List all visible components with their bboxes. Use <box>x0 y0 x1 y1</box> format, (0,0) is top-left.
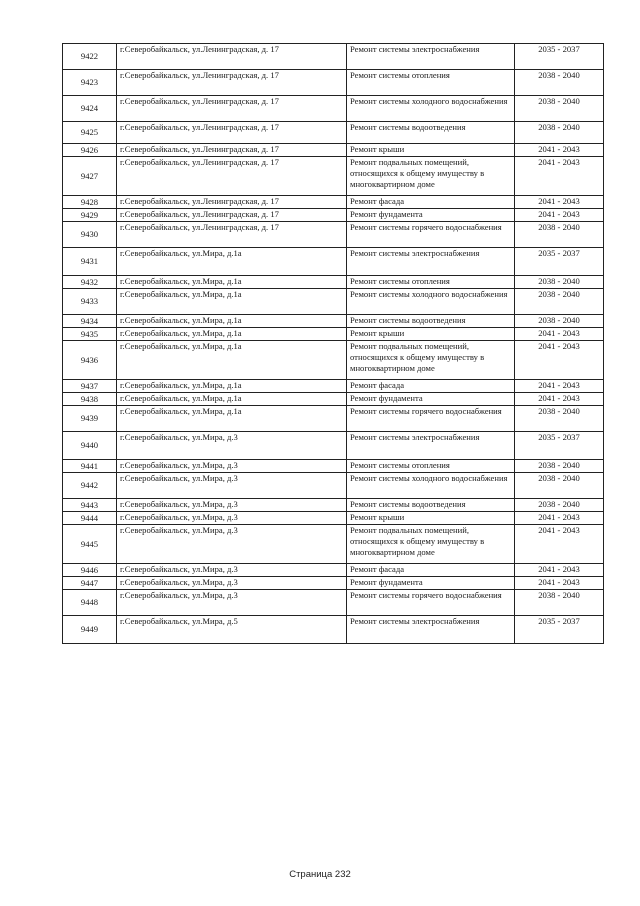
row-period: 2041 - 2043 <box>515 157 604 196</box>
row-number: 9449 <box>63 616 117 644</box>
row-number: 9428 <box>63 196 117 209</box>
table-row <box>63 393 604 406</box>
row-address: г.Северобайкальск, ул.Мира, д.1а <box>117 289 347 315</box>
row-number: 9440 <box>63 432 117 460</box>
row-work-type: Ремонт системы электроснабжения <box>347 44 515 70</box>
table-row <box>63 590 604 616</box>
row-address: г.Северобайкальск, ул.Мира, д.5 <box>117 616 347 644</box>
row-address: г.Северобайкальск, ул.Мира, д.3 <box>117 525 347 564</box>
table-row <box>63 525 604 564</box>
page-number: Страница 232 <box>289 869 351 880</box>
row-address: г.Северобайкальск, ул.Мира, д.3 <box>117 512 347 525</box>
row-number: 9438 <box>63 393 117 406</box>
table-row <box>63 96 604 122</box>
table-row <box>63 460 604 473</box>
row-work-type: Ремонт системы отопления <box>347 276 515 289</box>
row-work-type: Ремонт фундамента <box>347 209 515 222</box>
row-number: 9443 <box>63 499 117 512</box>
table-row <box>63 616 604 644</box>
row-period: 2038 - 2040 <box>515 276 604 289</box>
row-work-type: Ремонт крыши <box>347 512 515 525</box>
row-period: 2035 - 2037 <box>515 248 604 276</box>
table-row <box>63 196 604 209</box>
table-row <box>63 222 604 248</box>
row-work-type: Ремонт подвальных помещений, относящихся к общему имуществу в многоквартирном доме <box>347 341 515 380</box>
row-period: 2041 - 2043 <box>515 380 604 393</box>
row-work-type: Ремонт подвальных помещений, относящихся к общему имуществу в многоквартирном доме <box>347 157 515 196</box>
row-number: 9436 <box>63 341 117 380</box>
row-address: г.Северобайкальск, ул.Ленинградская, д. 17 <box>117 144 347 157</box>
table-row <box>63 577 604 590</box>
row-period: 2041 - 2043 <box>515 393 604 406</box>
row-period: 2041 - 2043 <box>515 209 604 222</box>
row-address: г.Северобайкальск, ул.Мира, д.3 <box>117 499 347 512</box>
row-number: 9432 <box>63 276 117 289</box>
row-period: 2035 - 2037 <box>515 44 604 70</box>
row-work-type: Ремонт системы электроснабжения <box>347 616 515 644</box>
row-number: 9448 <box>63 590 117 616</box>
row-work-type: Ремонт крыши <box>347 328 515 341</box>
row-number: 9424 <box>63 96 117 122</box>
row-period: 2041 - 2043 <box>515 525 604 564</box>
row-number: 9441 <box>63 460 117 473</box>
row-period: 2038 - 2040 <box>515 70 604 96</box>
row-address: г.Северобайкальск, ул.Мира, д.3 <box>117 432 347 460</box>
row-number: 9425 <box>63 122 117 144</box>
row-period: 2038 - 2040 <box>515 499 604 512</box>
row-work-type: Ремонт системы горячего водоснабжения <box>347 222 515 248</box>
row-address: г.Северобайкальск, ул.Мира, д.3 <box>117 473 347 499</box>
table-row <box>63 512 604 525</box>
row-period: 2038 - 2040 <box>515 222 604 248</box>
row-address: г.Северобайкальск, ул.Ленинградская, д. 17 <box>117 44 347 70</box>
row-work-type: Ремонт фасада <box>347 380 515 393</box>
row-work-type: Ремонт системы отопления <box>347 460 515 473</box>
row-address: г.Северобайкальск, ул.Мира, д.3 <box>117 577 347 590</box>
row-period: 2038 - 2040 <box>515 460 604 473</box>
row-number: 9439 <box>63 406 117 432</box>
row-work-type: Ремонт системы холодного водоснабжения <box>347 289 515 315</box>
row-period: 2041 - 2043 <box>515 564 604 577</box>
table-row <box>63 209 604 222</box>
row-period: 2038 - 2040 <box>515 289 604 315</box>
row-work-type: Ремонт системы электроснабжения <box>347 248 515 276</box>
row-work-type: Ремонт фундамента <box>347 393 515 406</box>
row-number: 9446 <box>63 564 117 577</box>
row-number: 9434 <box>63 315 117 328</box>
row-number: 9437 <box>63 380 117 393</box>
row-period: 2035 - 2037 <box>515 616 604 644</box>
row-address: г.Северобайкальск, ул.Мира, д.3 <box>117 564 347 577</box>
row-period: 2038 - 2040 <box>515 315 604 328</box>
row-number: 9447 <box>63 577 117 590</box>
row-number: 9430 <box>63 222 117 248</box>
table-row <box>63 289 604 315</box>
row-period: 2041 - 2043 <box>515 144 604 157</box>
row-period: 2041 - 2043 <box>515 512 604 525</box>
row-address: г.Северобайкальск, ул.Ленинградская, д. 17 <box>117 122 347 144</box>
row-address: г.Северобайкальск, ул.Ленинградская, д. 17 <box>117 96 347 122</box>
row-period: 2038 - 2040 <box>515 122 604 144</box>
row-work-type: Ремонт системы холодного водоснабжения <box>347 473 515 499</box>
row-number: 9442 <box>63 473 117 499</box>
row-work-type: Ремонт системы отопления <box>347 70 515 96</box>
row-work-type: Ремонт крыши <box>347 144 515 157</box>
table-row <box>63 432 604 460</box>
row-work-type: Ремонт фасада <box>347 196 515 209</box>
row-number: 9422 <box>63 44 117 70</box>
row-number: 9431 <box>63 248 117 276</box>
row-address: г.Северобайкальск, ул.Мира, д.3 <box>117 590 347 616</box>
table-row <box>63 328 604 341</box>
row-address: г.Северобайкальск, ул.Мира, д.1а <box>117 315 347 328</box>
row-address: г.Северобайкальск, ул.Мира, д.1а <box>117 248 347 276</box>
row-address: г.Северобайкальск, ул.Ленинградская, д. 17 <box>117 157 347 196</box>
row-work-type: Ремонт фасада <box>347 564 515 577</box>
table-row <box>63 341 604 380</box>
row-number: 9444 <box>63 512 117 525</box>
row-number: 9445 <box>63 525 117 564</box>
row-period: 2041 - 2043 <box>515 328 604 341</box>
table-row <box>63 70 604 96</box>
capital-repair-table <box>62 43 604 644</box>
row-period: 2041 - 2043 <box>515 196 604 209</box>
row-address: г.Северобайкальск, ул.Мира, д.1а <box>117 393 347 406</box>
row-work-type: Ремонт фундамента <box>347 577 515 590</box>
table-row <box>63 144 604 157</box>
row-period: 2035 - 2037 <box>515 432 604 460</box>
table-row <box>63 44 604 70</box>
row-address: г.Северобайкальск, ул.Мира, д.1а <box>117 328 347 341</box>
row-address: г.Северобайкальск, ул.Мира, д.1а <box>117 380 347 393</box>
row-period: 2038 - 2040 <box>515 406 604 432</box>
row-address: г.Северобайкальск, ул.Ленинградская, д. 17 <box>117 70 347 96</box>
table-row <box>63 315 604 328</box>
row-number: 9433 <box>63 289 117 315</box>
row-address: г.Северобайкальск, ул.Мира, д.1а <box>117 406 347 432</box>
row-work-type: Ремонт подвальных помещений, относящихся к общему имуществу в многоквартирном доме <box>347 525 515 564</box>
row-address: г.Северобайкальск, ул.Мира, д.3 <box>117 460 347 473</box>
row-work-type: Ремонт системы водоотведения <box>347 315 515 328</box>
row-work-type: Ремонт системы холодного водоснабжения <box>347 96 515 122</box>
row-work-type: Ремонт системы водоотведения <box>347 499 515 512</box>
row-number: 9435 <box>63 328 117 341</box>
row-period: 2038 - 2040 <box>515 96 604 122</box>
row-work-type: Ремонт системы горячего водоснабжения <box>347 406 515 432</box>
table-row <box>63 248 604 276</box>
row-work-type: Ремонт системы горячего водоснабжения <box>347 590 515 616</box>
row-number: 9429 <box>63 209 117 222</box>
table-row <box>63 380 604 393</box>
row-address: г.Северобайкальск, ул.Ленинградская, д. 17 <box>117 209 347 222</box>
row-period: 2038 - 2040 <box>515 590 604 616</box>
row-period: 2041 - 2043 <box>515 577 604 590</box>
row-number: 9423 <box>63 70 117 96</box>
row-work-type: Ремонт системы водоотведения <box>347 122 515 144</box>
row-address: г.Северобайкальск, ул.Ленинградская, д. 17 <box>117 222 347 248</box>
table-row <box>63 564 604 577</box>
table-body <box>63 44 604 644</box>
row-period: 2041 - 2043 <box>515 341 604 380</box>
row-work-type: Ремонт системы электроснабжения <box>347 432 515 460</box>
row-address: г.Северобайкальск, ул.Мира, д.1а <box>117 341 347 380</box>
table-row <box>63 473 604 499</box>
table-row <box>63 122 604 144</box>
table-row <box>63 406 604 432</box>
row-number: 9426 <box>63 144 117 157</box>
row-period: 2038 - 2040 <box>515 473 604 499</box>
table-row <box>63 157 604 196</box>
row-address: г.Северобайкальск, ул.Мира, д.1а <box>117 276 347 289</box>
row-address: г.Северобайкальск, ул.Ленинградская, д. 17 <box>117 196 347 209</box>
table-row <box>63 276 604 289</box>
row-number: 9427 <box>63 157 117 196</box>
table-row <box>63 499 604 512</box>
